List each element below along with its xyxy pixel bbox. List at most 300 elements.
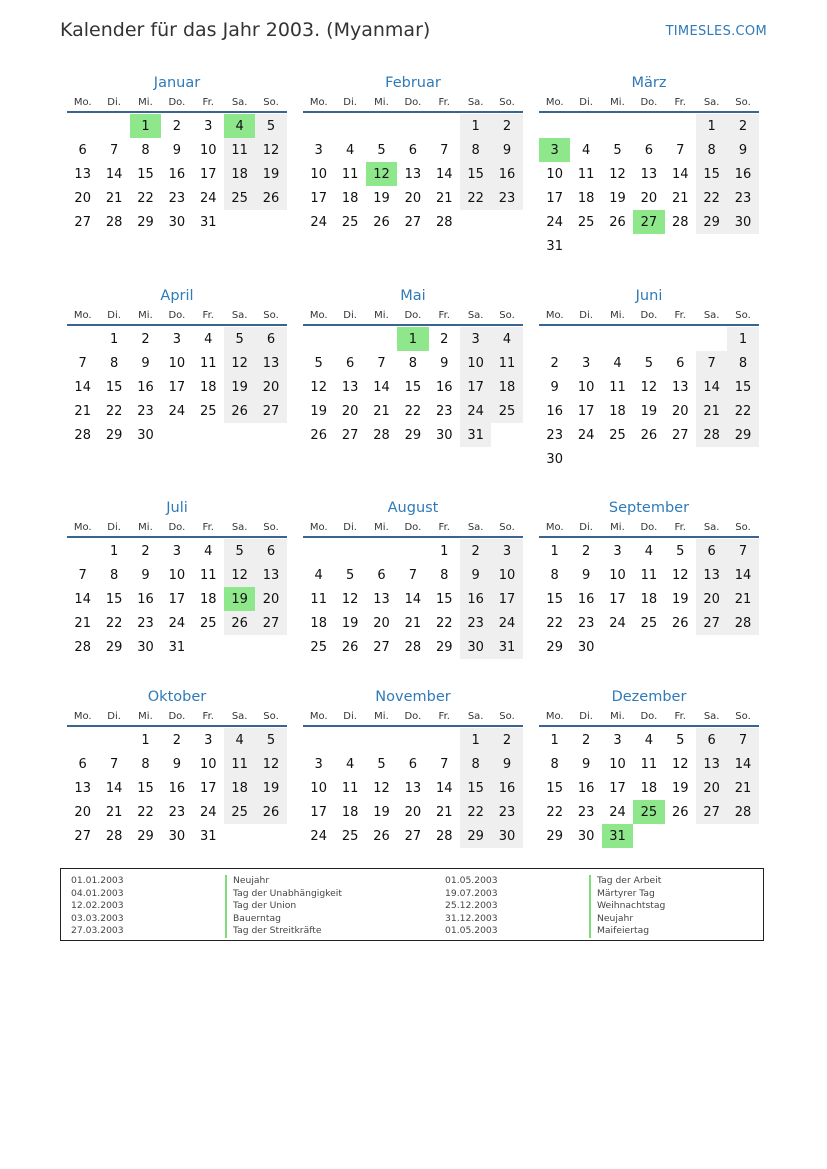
day-cell: 8 [550, 756, 559, 772]
day-cell: 6 [377, 567, 386, 583]
day-cell: 27 [74, 214, 91, 230]
day-cell: 4 [345, 142, 355, 158]
day-cell: 6 [345, 355, 355, 371]
day-cell: 26 [224, 611, 255, 635]
weekday-label: So. [263, 310, 279, 321]
weekday-label: So. [263, 522, 279, 533]
day-cell: 6 [676, 355, 685, 371]
day-cell: 31 [602, 824, 633, 848]
day-cell: 8 [460, 138, 491, 162]
day-cell: 14 [105, 166, 123, 182]
empty-cell [602, 635, 633, 659]
day-cell: 31 [546, 238, 563, 254]
day-cell: 14 [671, 166, 689, 182]
day-cell: 20 [341, 403, 359, 419]
day-cell: 9 [491, 138, 522, 162]
weekday-label: Sa. [467, 310, 484, 321]
weekday-label: Mo. [545, 97, 564, 108]
empty-cell [633, 447, 664, 471]
day-cell: 14 [404, 591, 422, 607]
day-cell: 4 [345, 756, 355, 772]
day-cell: 26 [373, 828, 390, 844]
day-cell: 30 [577, 828, 595, 844]
day-cell: 23 [137, 403, 154, 419]
weekday-label: Mi. [374, 711, 389, 722]
legend-dates-right [445, 875, 498, 938]
brand-link[interactable]: TIMESLES.COM [665, 24, 767, 39]
weekday-label: Mi. [610, 310, 625, 321]
day-cell: 22 [137, 190, 154, 206]
day-cell: 10 [609, 756, 626, 772]
day-cell: 25 [199, 403, 217, 419]
day-cell: 29 [137, 214, 154, 230]
empty-cell [397, 728, 428, 752]
month-name: April [160, 288, 194, 304]
day-cell: 13 [696, 752, 727, 776]
day-cell: 14 [696, 375, 727, 399]
day-cell: 27 [671, 427, 689, 443]
weekday-label: Do. [168, 97, 186, 108]
weekday-label: Sa. [231, 711, 248, 722]
empty-cell [633, 327, 664, 351]
days-grid [303, 327, 523, 447]
day-cell: 12 [341, 591, 359, 607]
day-cell: 23 [727, 186, 758, 210]
day-cell: 30 [577, 639, 595, 655]
day-cell: 3 [539, 138, 570, 162]
day-cell: 7 [676, 142, 685, 158]
weekday-label: Di. [579, 711, 593, 722]
day-cell: 18 [199, 379, 217, 395]
day-cell: 24 [168, 403, 186, 419]
day-cell: 9 [460, 563, 491, 587]
day-cell: 29 [404, 427, 422, 443]
day-cell: 12 [255, 752, 286, 776]
weekday-label: Mo. [73, 97, 92, 108]
day-cell: 4 [581, 142, 591, 158]
weekday-header [303, 94, 523, 113]
weekday-label: Mi. [610, 522, 625, 533]
day-cell: 1 [130, 114, 161, 138]
month-6 [539, 285, 759, 471]
day-cell: 8 [440, 567, 449, 583]
day-cell: 26 [224, 399, 255, 423]
day-cell: 20 [404, 190, 422, 206]
month-10 [67, 686, 287, 848]
day-cell: 6 [255, 327, 286, 351]
empty-cell [255, 423, 286, 447]
weekday-label: Di. [343, 97, 357, 108]
day-cell: 21 [105, 190, 123, 206]
weekday-label: Mi. [138, 711, 153, 722]
empty-cell [633, 635, 664, 659]
empty-cell [491, 423, 522, 447]
weekday-header [67, 94, 287, 113]
weekday-label: Fr. [438, 97, 450, 108]
day-cell: 5 [613, 142, 622, 158]
empty-cell [633, 824, 664, 848]
day-cell: 1 [109, 543, 119, 559]
weekday-label: Mi. [374, 310, 389, 321]
weekday-label: Do. [640, 310, 658, 321]
empty-cell [193, 635, 224, 659]
weekday-header [67, 708, 287, 727]
day-cell: 7 [78, 355, 87, 371]
day-cell: 26 [310, 427, 327, 443]
day-cell: 9 [550, 379, 559, 395]
day-cell: 13 [255, 563, 286, 587]
weekday-label: So. [499, 522, 515, 533]
day-cell: 24 [310, 828, 327, 844]
day-cell: 14 [74, 591, 91, 607]
weekday-label: Mi. [138, 522, 153, 533]
month-name: Februar [385, 75, 441, 91]
empty-cell [303, 327, 334, 351]
weekday-label: Sa. [703, 711, 720, 722]
days-grid [303, 114, 523, 234]
day-cell: 29 [696, 210, 727, 234]
day-cell: 5 [224, 539, 255, 563]
day-cell: 16 [577, 780, 595, 796]
day-cell: 5 [224, 327, 255, 351]
weekday-label: Mi. [610, 97, 625, 108]
weekday-label: Fr. [674, 711, 686, 722]
day-cell: 7 [408, 567, 417, 583]
day-cell: 17 [168, 591, 186, 607]
empty-cell [67, 114, 98, 138]
empty-cell [397, 114, 428, 138]
day-cell: 21 [435, 804, 453, 820]
day-cell: 8 [109, 567, 119, 583]
days-grid [67, 114, 287, 234]
empty-cell [696, 327, 727, 351]
month-name: Juni [635, 288, 663, 304]
day-cell: 31 [199, 214, 217, 230]
day-cell: 2 [727, 114, 758, 138]
day-cell: 28 [671, 214, 689, 230]
empty-cell [397, 539, 428, 563]
day-cell: 7 [727, 539, 758, 563]
day-cell: 18 [640, 780, 658, 796]
day-cell: 18 [609, 403, 626, 419]
month-1 [67, 72, 287, 234]
day-cell: 28 [435, 828, 453, 844]
day-cell: 10 [546, 166, 563, 182]
days-grid [539, 114, 759, 258]
empty-cell [491, 210, 522, 234]
day-cell: 10 [168, 355, 186, 371]
day-cell: 11 [640, 756, 658, 772]
day-cell: 12 [255, 138, 286, 162]
day-cell: 10 [491, 563, 522, 587]
day-cell: 19 [224, 587, 255, 611]
day-cell: 18 [224, 776, 255, 800]
day-cell: 2 [550, 355, 559, 371]
day-cell: 15 [404, 379, 422, 395]
empty-cell [727, 447, 758, 471]
day-cell: 30 [168, 214, 186, 230]
day-cell: 27 [373, 639, 390, 655]
day-cell: 15 [137, 780, 154, 796]
weekday-label: Sa. [231, 97, 248, 108]
weekday-label: Fr. [674, 310, 686, 321]
day-cell: 16 [546, 403, 563, 419]
empty-cell [727, 635, 758, 659]
day-cell: 7 [377, 355, 386, 371]
day-cell: 1 [727, 327, 758, 351]
day-cell: 29 [105, 639, 123, 655]
day-cell: 21 [105, 804, 123, 820]
empty-cell [255, 635, 286, 659]
day-cell: 24 [609, 804, 626, 820]
legend-date: 01.01.2003 [71, 875, 124, 886]
empty-cell [98, 114, 129, 138]
day-cell: 17 [546, 190, 563, 206]
day-cell: 12 [609, 166, 626, 182]
day-cell: 27 [404, 828, 422, 844]
day-cell: 20 [373, 615, 390, 631]
day-cell: 26 [671, 615, 689, 631]
empty-cell [224, 210, 255, 234]
weekday-label: Mo. [309, 711, 328, 722]
day-cell: 27 [696, 611, 727, 635]
day-cell: 30 [546, 451, 563, 467]
day-cell: 11 [577, 166, 595, 182]
day-cell: 3 [491, 539, 522, 563]
days-grid [539, 327, 759, 471]
day-cell: 10 [199, 756, 217, 772]
day-cell: 10 [199, 142, 217, 158]
day-cell: 17 [460, 375, 491, 399]
legend-date: 12.02.2003 [71, 900, 124, 911]
day-cell: 14 [435, 780, 453, 796]
day-cell: 31 [460, 423, 491, 447]
day-cell: 25 [633, 800, 664, 824]
day-cell: 27 [341, 427, 359, 443]
weekday-label: Mo. [73, 310, 92, 321]
month-5 [303, 285, 523, 447]
empty-cell [161, 423, 192, 447]
weekday-label: So. [735, 310, 751, 321]
weekday-label: So. [735, 522, 751, 533]
legend-holiday-name: Bauerntag [225, 913, 342, 926]
day-cell: 24 [609, 615, 626, 631]
day-cell: 17 [199, 166, 217, 182]
day-cell: 24 [491, 611, 522, 635]
month-8 [303, 497, 523, 659]
weekday-header [539, 519, 759, 538]
day-cell: 24 [168, 615, 186, 631]
day-cell: 21 [373, 403, 390, 419]
day-cell: 20 [671, 403, 689, 419]
weekday-label: Mo. [545, 522, 564, 533]
empty-cell [366, 114, 397, 138]
day-cell: 23 [491, 800, 522, 824]
day-cell: 24 [460, 399, 491, 423]
day-cell: 13 [255, 351, 286, 375]
weekday-label: Di. [343, 711, 357, 722]
weekday-label: Di. [579, 97, 593, 108]
day-cell: 13 [74, 166, 91, 182]
day-cell: 13 [671, 379, 689, 395]
legend-date: 01.05.2003 [445, 925, 498, 936]
day-cell: 3 [613, 543, 622, 559]
legend-date: 31.12.2003 [445, 912, 498, 924]
empty-cell [602, 447, 633, 471]
day-cell: 11 [199, 567, 217, 583]
weekday-label: Do. [640, 97, 658, 108]
day-cell: 28 [404, 639, 422, 655]
legend-names-right [589, 875, 665, 938]
empty-cell [727, 824, 758, 848]
day-cell: 20 [696, 587, 727, 611]
weekday-label: Di. [107, 711, 121, 722]
day-cell: 15 [460, 162, 491, 186]
empty-cell [255, 210, 286, 234]
legend-holiday-name: Neujahr [225, 875, 342, 888]
day-cell: 5 [345, 567, 355, 583]
day-cell: 20 [696, 776, 727, 800]
empty-cell [665, 234, 696, 258]
legend-holiday-name: Tag der Arbeit [589, 875, 665, 888]
day-cell: 8 [696, 138, 727, 162]
empty-cell [665, 114, 696, 138]
weekday-label: Sa. [703, 522, 720, 533]
empty-cell [570, 327, 601, 351]
day-cell: 13 [341, 379, 359, 395]
day-cell: 23 [460, 611, 491, 635]
day-cell: 9 [491, 752, 522, 776]
day-cell: 17 [310, 804, 327, 820]
empty-cell [570, 234, 601, 258]
empty-cell [696, 824, 727, 848]
day-cell: 22 [546, 804, 563, 820]
day-cell: 23 [137, 615, 154, 631]
day-cell: 9 [727, 138, 758, 162]
weekday-label: Di. [343, 310, 357, 321]
day-cell: 22 [546, 615, 563, 631]
weekday-label: Fr. [202, 310, 214, 321]
empty-cell [224, 635, 255, 659]
day-cell: 12 [310, 379, 327, 395]
weekday-label: Mo. [545, 310, 564, 321]
day-cell: 11 [224, 138, 255, 162]
day-cell: 24 [199, 190, 217, 206]
empty-cell [366, 728, 397, 752]
day-cell: 2 [172, 118, 181, 134]
day-cell: 15 [105, 591, 123, 607]
month-12 [539, 686, 759, 848]
day-cell: 11 [310, 591, 327, 607]
day-cell: 30 [137, 427, 154, 443]
day-cell: 25 [577, 214, 595, 230]
day-cell: 23 [546, 427, 563, 443]
day-cell: 25 [341, 214, 359, 230]
day-cell: 27 [255, 611, 286, 635]
day-cell: 31 [199, 828, 217, 844]
day-cell: 25 [224, 186, 255, 210]
day-cell: 28 [435, 214, 453, 230]
day-cell: 16 [727, 162, 758, 186]
day-cell: 8 [141, 142, 150, 158]
empty-cell [366, 539, 397, 563]
day-cell: 29 [546, 639, 563, 655]
day-cell: 4 [644, 732, 653, 748]
day-cell: 26 [671, 804, 689, 820]
day-cell: 1 [440, 543, 449, 559]
day-cell: 14 [727, 563, 758, 587]
day-cell: 6 [696, 728, 727, 752]
weekday-label: Do. [640, 711, 658, 722]
day-cell: 11 [199, 355, 217, 371]
day-cell: 10 [310, 166, 327, 182]
day-cell: 8 [727, 351, 758, 375]
weekday-label: Sa. [467, 97, 484, 108]
day-cell: 22 [696, 186, 727, 210]
day-cell: 7 [696, 351, 727, 375]
day-cell: 28 [105, 214, 123, 230]
day-cell: 9 [141, 355, 150, 371]
day-cell: 19 [255, 776, 286, 800]
empty-cell [67, 728, 98, 752]
empty-cell [727, 234, 758, 258]
empty-cell [696, 635, 727, 659]
page-title: Kalender für das Jahr 2003. (Myanmar) [60, 19, 431, 41]
day-cell: 15 [546, 780, 563, 796]
day-cell: 16 [491, 776, 522, 800]
day-cell: 23 [577, 804, 595, 820]
day-cell: 20 [640, 190, 658, 206]
month-name: Oktober [147, 689, 207, 705]
day-cell: 29 [435, 639, 453, 655]
empty-cell [602, 327, 633, 351]
weekday-label: Di. [343, 522, 357, 533]
day-cell: 19 [640, 403, 658, 419]
empty-cell [539, 327, 570, 351]
weekday-label: Fr. [674, 97, 686, 108]
day-cell: 22 [137, 804, 154, 820]
day-cell: 19 [373, 190, 390, 206]
day-cell: 13 [696, 563, 727, 587]
weekday-label: Mi. [374, 522, 389, 533]
day-cell: 17 [609, 591, 626, 607]
day-cell: 19 [255, 162, 286, 186]
empty-cell [570, 114, 601, 138]
day-cell: 25 [640, 615, 658, 631]
day-cell: 29 [460, 824, 491, 848]
day-cell: 14 [727, 752, 758, 776]
weekday-label: Do. [168, 711, 186, 722]
days-grid [303, 728, 523, 848]
day-cell: 22 [105, 615, 123, 631]
weekday-label: Sa. [703, 97, 720, 108]
day-cell: 10 [609, 567, 626, 583]
empty-cell [255, 824, 286, 848]
day-cell: 4 [224, 114, 255, 138]
day-cell: 5 [676, 732, 685, 748]
empty-cell [303, 728, 334, 752]
day-cell: 15 [435, 591, 453, 607]
day-cell: 10 [168, 567, 186, 583]
month-name: November [375, 689, 451, 705]
day-cell: 28 [74, 639, 91, 655]
day-cell: 18 [341, 804, 359, 820]
day-cell: 4 [314, 567, 323, 583]
day-cell: 2 [440, 331, 449, 347]
empty-cell [633, 234, 664, 258]
day-cell: 1 [397, 327, 428, 351]
day-cell: 6 [78, 142, 87, 158]
